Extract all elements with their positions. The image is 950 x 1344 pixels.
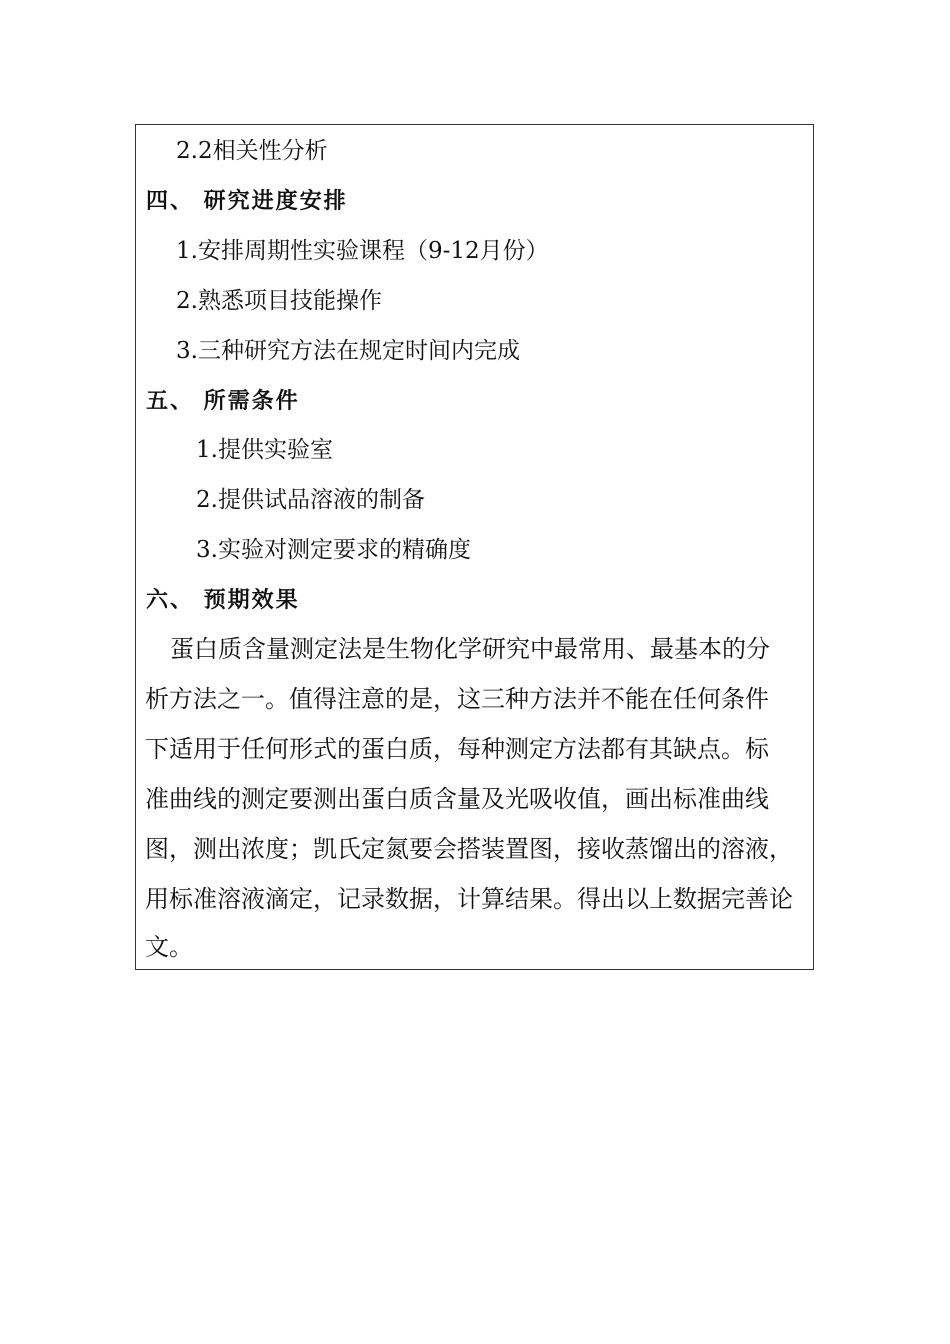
paragraph-line: 下适用于任何形式的蛋白质，每种测定方法都有其缺点。标 — [145, 735, 769, 763]
paragraph-line: 准曲线的测定要测出蛋白质含量及光吸收值，画出标准曲线 — [145, 785, 769, 813]
section-4-item: 2.熟悉项目技能操作 — [176, 288, 382, 314]
section-4-item: 1.安排周期性实验课程（9-12月份） — [176, 238, 549, 264]
section-5-item: 3.实验对测定要求的精确度 — [196, 537, 471, 563]
section-5-item: 2.提供试品溶液的制备 — [196, 487, 425, 513]
subsection-2-2: 2.2相关性分析 — [176, 138, 328, 164]
section-5-heading: 五、 所需条件 — [146, 388, 300, 414]
paragraph-line: 用标准溶液滴定，记录数据，计算结果。得出以上数据完善论 — [145, 885, 793, 913]
paragraph-line: 图，测出浓度；凯氏定氮要会搭装置图，接收蒸馏出的溶液， — [145, 835, 793, 863]
section-4-heading: 四、 研究进度安排 — [146, 188, 348, 214]
paragraph-line: 析方法之一。值得注意的是，这三种方法并不能在任何条件 — [145, 685, 769, 713]
paragraph-line: 蛋白质含量测定法是生物化学研究中最常用、最基本的分 — [170, 635, 770, 663]
paragraph-line: 文。 — [145, 933, 193, 961]
section-6-heading: 六、 预期效果 — [146, 587, 300, 613]
section-5-item: 1.提供实验室 — [196, 437, 333, 463]
section-4-item: 3.三种研究方法在规定时间内完成 — [176, 338, 520, 364]
